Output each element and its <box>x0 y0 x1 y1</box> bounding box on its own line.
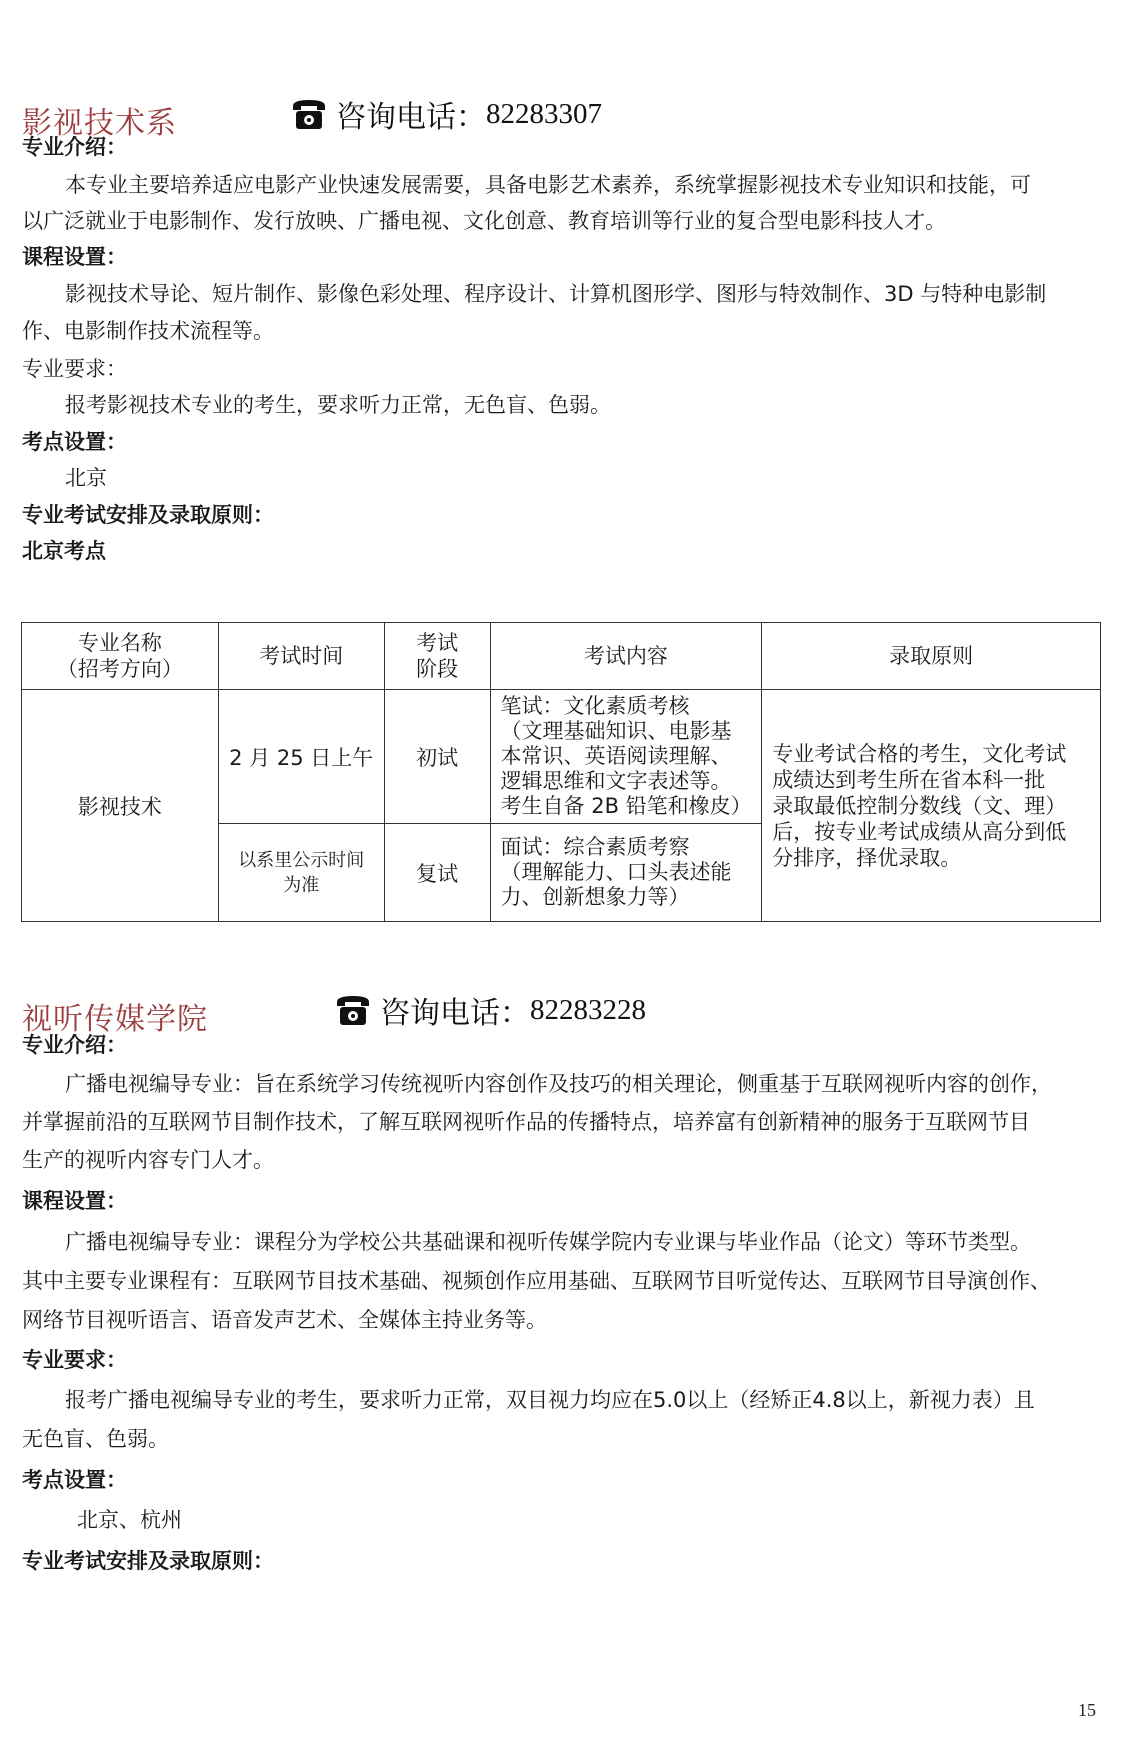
header-stage <box>384 623 490 690</box>
cell-content-2 <box>490 824 762 922</box>
telephone-icon <box>334 993 372 1027</box>
section1-title: 影视技术系 <box>22 106 177 141</box>
header-time <box>218 623 384 690</box>
cell-content-1 <box>490 690 762 824</box>
cell-time-1 <box>218 690 384 824</box>
header-content-text: 考试内容 <box>583 644 668 668</box>
stage-text-2: 复试 <box>416 861 459 886</box>
section2-intro-line2: 并掌握前沿的互联网节目制作技术，了解互联网视听作品的传播特点，培养富有创新精神的服务于互联网节目 <box>22 1110 1030 1134</box>
section2-title: 视听传媒学院 <box>22 1002 208 1037</box>
header-major-text: 专业名称 （招考方向） <box>56 631 183 681</box>
section1-intro-line1: 本专业主要培养适应电影产业快速发展需要，具备电影艺术素养，系统掌握影视技术专业知识和技能，可 <box>65 173 1031 197</box>
section2-intro-label: 专业介绍： <box>22 1033 127 1057</box>
section1-course-label: 课程设置： <box>22 245 127 269</box>
phone-number: 82283228 <box>530 993 646 1026</box>
phone-label: 咨询电话： <box>380 996 530 1031</box>
header-content <box>490 623 762 690</box>
section2-req-line1: 报考广播电视编导专业的考生，要求听力正常，双目视力均应在5.0以上（经矫正4.8以上，新视力表）且 <box>65 1388 1035 1412</box>
section1-exam-label: 专业考试安排及录取原则： <box>22 503 274 527</box>
section1-site-label: 考点设置： <box>22 430 127 454</box>
cell-rule <box>762 690 1101 922</box>
cell-time-2 <box>218 824 384 922</box>
cell-stage-1 <box>384 690 490 824</box>
exam-table <box>21 622 1101 922</box>
section1-phone <box>290 92 602 136</box>
table-header-row <box>22 623 1101 690</box>
section2-header <box>22 988 1102 1036</box>
section2-site-value: 北京、杭州 <box>77 1508 182 1532</box>
header-stage-text: 考试 阶段 <box>416 631 459 681</box>
content-text-2: 面试：综合素质考察 （理解能力、口头表述能 力、创新想象力等） <box>500 835 732 909</box>
section2-course-line2: 其中主要专业课程有：互联网节目技术基础、视频创作应用基础、互联网节目听觉传达、互联网节目导演创作、 <box>22 1269 1051 1293</box>
rule-text: 专业考试合格的考生，文化考试 成绩达到考生所在省本科一批 录取最低控制分数线（文、理） 后，按专业考试成绩从高分到低 分排序，择优录取。 <box>772 741 1067 870</box>
section1-site-sub-label: 北京考点 <box>22 539 106 563</box>
phone-number: 82283307 <box>486 97 602 130</box>
page-number: 15 <box>1078 1700 1096 1720</box>
section1-site-value: 北京 <box>65 466 107 490</box>
section2-req-line2: 无色盲、色弱。 <box>22 1427 169 1451</box>
header-major <box>22 623 219 690</box>
cell-major <box>22 690 219 922</box>
section1-course-line2: 作、电影制作技术流程等。 <box>22 319 274 343</box>
section2-intro-line3: 生产的视听内容专门人才。 <box>22 1148 274 1172</box>
section2-phone <box>334 988 646 1032</box>
header-time-text: 考试时间 <box>259 644 344 668</box>
section2-intro-line1: 广播电视编导专业：旨在系统学习传统视听内容创作及技巧的相关理论，侧重基于互联网视听内容的创作， <box>65 1072 1052 1096</box>
header-rule-text: 录取原则 <box>889 644 974 668</box>
stage-text-1: 初试 <box>416 745 459 770</box>
section1-req-line1: 报考影视技术专业的考生，要求听力正常，无色盲、色弱。 <box>65 393 611 417</box>
section2-req-label: 专业要求： <box>22 1348 127 1372</box>
time-text-2: 以系里公示时间 为准 <box>238 849 365 896</box>
section2-site-label: 考点设置： <box>22 1468 127 1492</box>
cell-stage-2 <box>384 824 490 922</box>
section2-exam-label: 专业考试安排及录取原则： <box>22 1549 274 1573</box>
section2-course-label: 课程设置： <box>22 1189 127 1213</box>
section1-course-line1: 影视技术导论、短片制作、影像色彩处理、程序设计、计算机图形学、图形与特效制作、3D 与特种电影制 <box>65 282 1047 306</box>
phone-label: 咨询电话： <box>336 100 486 135</box>
section2-course-line1: 广播电视编导专业：课程分为学校公共基础课和视听传媒学院内专业课与毕业作品（论文）等环节类型。 <box>65 1230 1031 1254</box>
section1-intro-line2: 以广泛就业于电影制作、发行放映、广播电视、文化创意、教育培训等行业的复合型电影科技人才。 <box>22 209 946 233</box>
major-text: 影视技术 <box>77 794 162 819</box>
content-text-1: 笔试：文化素质考核 （文理基础知识、电影基 本常识、英语阅读理解、 逻辑思维和文字表述等。 考生自备 2B 铅笔和橡皮） <box>500 694 752 818</box>
time-text-1: 2 月 25 日上午 <box>229 745 374 770</box>
section1-req-label: 专业要求： <box>22 357 127 381</box>
section2-course-line3: 网络节目视听语言、语音发声艺术、全媒体主持业务等。 <box>22 1308 547 1332</box>
header-rule <box>762 623 1101 690</box>
table-row <box>22 690 1101 824</box>
section1-intro-label: 专业介绍： <box>22 135 127 159</box>
telephone-icon <box>290 97 328 131</box>
